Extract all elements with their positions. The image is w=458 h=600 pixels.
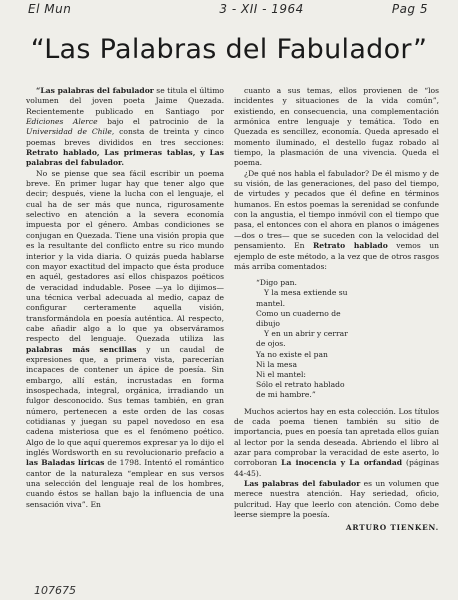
paragraph-text: de 1798. Intentó el romántico cantor de la naturaleza “emplear en sus versos una selección del lenguaje real de los hombres, cuando éstos se hallan bajo la influencia de una sensación viva”. En [26, 458, 224, 509]
poem-line: de ojos. [256, 339, 286, 349]
bold-text: La inocencia y La orfandad [281, 458, 403, 468]
article-paragraph [26, 86, 224, 169]
bold-text: las Baladas líricas [26, 458, 105, 468]
article-column-right [234, 86, 439, 534]
poem-line: Y en un abrir y cerrar [264, 329, 348, 339]
poem-line: “Digo pan. [256, 278, 297, 288]
handwritten-date: 3 - XII - 1964 [219, 2, 304, 16]
right-column-conclusion [234, 407, 439, 521]
author-signature: ARTURO TIENKEN. [345, 523, 439, 533]
poem-line: de mi hambre.” [256, 390, 316, 400]
poem-line: Ni la mesa [256, 359, 297, 369]
paragraph-text: es un volumen que merece nuestra atención. Hay seriedad, oficio, pulcritud. Hay que leerlo con atención. Como debe leerse siempre la poesía. [234, 479, 439, 520]
handwritten-page: Pag 5 [391, 2, 428, 16]
article-paragraph [234, 86, 439, 169]
paragraph-text: bajo el patrocinio de la [97, 117, 224, 127]
paragraph-text: se titula el último volumen del joven poeta Jaime Quezada. Recientemente publicado en Santiago por [26, 86, 224, 116]
article-paragraph [234, 407, 439, 479]
poem-line: Ni el mantel: [256, 370, 306, 380]
italic-text: Ediciones Alerce [26, 117, 98, 127]
paragraph-text: (páginas 44-45). [234, 458, 439, 478]
handwritten-paper-name: El Mun [28, 2, 72, 16]
bold-text: Retrato hablado, Las primeras tablas, y Las palabras del fabulador. [26, 148, 224, 168]
article-paragraph [234, 479, 439, 520]
paragraph-text: ¿De qué nos habla el fabulador? De él mismo y de su visión, de las generaciones, del paso del tiempo, de virtudes y pecados que él define en términos humanos. En estos poemas la serenidad se confunde con la angustia, el tiempo inmóvil con el tiempo que pasa, el entonces con el ahora en planos o imágenes —dos o tres— que se suceden con la velocidad del pensamiento. En [234, 168, 439, 251]
paragraph-text: , consta de treinta y cinco poemas breves divididos en tres secciones: [26, 127, 224, 147]
article-column-left [26, 86, 224, 510]
bold-text: Las palabras del fabulador [244, 479, 361, 489]
paragraph-text: vemos un ejemplo de este método, a la vez que de otros rasgos más arriba comentados: [234, 241, 439, 271]
poem-line: Y la mesa extiende su [264, 288, 348, 298]
bold-text: palabras más sencillas [26, 344, 137, 354]
quoted-poem [256, 278, 439, 400]
poem-line: dibujo [256, 319, 280, 328]
italic-text: Universidad de Chile [26, 127, 112, 137]
article-paragraph [26, 169, 224, 510]
bold-text: Retrato hablado [313, 241, 388, 251]
right-column-intro [234, 86, 439, 272]
handwritten-archive-number: 107675 [34, 584, 76, 597]
paragraph-text: Muchos aciertos hay en esta colección. Los títulos de cada poema tienen también su sitio de importancia, pues en poesía tan apretada ellos guían al lector por la senda deseada. Abriendo el libro al azar para comprobar la veracidad de este aserto, lo corroboran [234, 406, 439, 468]
handwritten-annotation [28, 2, 428, 16]
poem-line: Sólo el retrato hablado [256, 380, 345, 390]
poem-line: mantel. [256, 298, 286, 308]
bold-text: “Las palabras del fabulador [36, 86, 154, 95]
paragraph-text: No se piense que sea fácil escribir un poema breve. En primer lugar hay que tener algo que decir; después, viene la lucha con el lenguaje, el cual ha de ser más que nunca, rigurosamente selectivo en atención a la severa economía impuesta por el género. Ambas condiciones se conjugan en Quezada. Tiene una visión propia que es la resultante del conflicto entre su rico mundo interior y la vida diaria. O quizás pueda hablarse con mayor exactitud del impacto que ésta produce en aquél, gestadores así ellos chispazos poéticos de veracidad indudable. Posee —ya lo dijimos— una técnica verbal adecuada al medio, capaz de configurar certeramente aquella visión, transformándola en poesía auténtica. Al respecto, cabe añadir algo a lo que ya observáramos respecto del lenguaje. Quezada utiliza las [26, 168, 224, 344]
article-headline: “Las Palabras del Fabulador” [30, 34, 428, 65]
paragraph-text: cuanto a sus temas, ellos provienen de “los incidentes y situaciones de la vida común”, existiendo, en consecuencia, una complementación armónica entre lenguaje y temática. Todo en Quezada es sencillez, economía. Queda apresado el momento iluminado, el destello fugaz robado al tiempo, la plasmación de una vivencia. Queda el poema. [234, 86, 439, 168]
poem-line: Ya no existe el pan [256, 349, 328, 359]
paragraph-text: y un caudal de expresiones que, a primera vista, parecerían incapaces de contener un ápice de poesía. Sin embargo, allí están, incrustadas en forma insospechada, integral, orgánica, irradiando un fulgor desconocido. Sus temas también, en gran número, pertenecen a este orden de las cosas cotidianas y juegan su papel novedoso en esa cadena misteriosa que es el fenómeno poético. Algo de lo que aquí queremos expresar ya lo dijo el inglés Wordsworth en su revolucionario prefacio a [26, 344, 224, 458]
poem-line: Como un cuaderno de [256, 308, 341, 318]
article-paragraph [234, 169, 439, 272]
